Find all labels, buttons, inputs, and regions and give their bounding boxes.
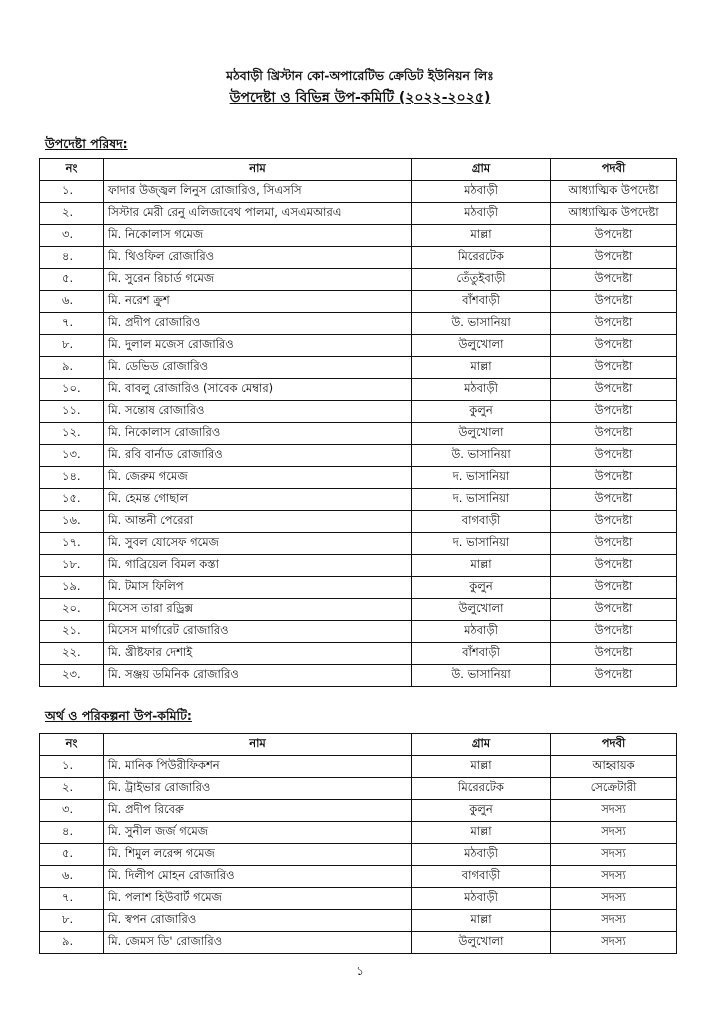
cell-role: উপদেষ্টা <box>551 313 677 335</box>
cell-role: সেক্রেটারী <box>551 778 677 800</box>
cell-name: মি. ট্রাইভার রোজারিও <box>104 778 412 800</box>
cell-number: ৯. <box>40 357 104 379</box>
column-header-no: নং <box>40 159 104 181</box>
cell-name: মি. সন্তোষ রোজারিও <box>104 401 412 423</box>
cell-name: মি. আন্তনী পেরেরা <box>104 511 412 533</box>
cell-village: বাগবাড়ী <box>412 866 551 888</box>
cell-number: ৮. <box>40 910 104 932</box>
cell-village: মাল্লা <box>412 822 551 844</box>
cell-role: আধ্যাত্মিক উপদেষ্টা <box>551 203 677 225</box>
cell-number: ৪. <box>40 822 104 844</box>
cell-village: মাল্লা <box>412 357 551 379</box>
cell-role: উপদেষ্টা <box>551 665 677 687</box>
cell-number: ১১. <box>40 401 104 423</box>
cell-number: ১৪. <box>40 467 104 489</box>
cell-name: সিস্টার মেরী রেনু এলিজাবেথ পালমা, এসএমআরএ <box>104 203 412 225</box>
cell-number: ১৫. <box>40 489 104 511</box>
cell-role: উপদেষ্টা <box>551 401 677 423</box>
table-row <box>40 247 677 269</box>
cell-role: আহ্বায়ক <box>551 756 677 778</box>
cell-village: কুলুন <box>412 800 551 822</box>
table-row <box>40 511 677 533</box>
column-header-no: নং <box>40 734 104 756</box>
cell-number: ৮. <box>40 335 104 357</box>
cell-name: মি. সুরেন রিচার্ড গমেজ <box>104 269 412 291</box>
cell-village: উলুখোলা <box>412 423 551 445</box>
cell-name: মি. শিমুল লরেন্স গমেজ <box>104 844 412 866</box>
cell-number: ৩. <box>40 800 104 822</box>
cell-village: মাল্লা <box>412 555 551 577</box>
cell-role: সদস্য <box>551 888 677 910</box>
cell-role: উপদেষ্টা <box>551 533 677 555</box>
column-header-role: পদবী <box>551 159 677 181</box>
cell-role: উপদেষ্টা <box>551 291 677 313</box>
cell-village: কুলুন <box>412 401 551 423</box>
cell-role: সদস্য <box>551 822 677 844</box>
cell-name: মি. নিকোলাস গমেজ <box>104 225 412 247</box>
cell-name: মি. দুলাল মজেস রোজারিও <box>104 335 412 357</box>
cell-name: ফাদার উজ্জ্বল লিনুস রোজারিও, সিএসসি <box>104 181 412 203</box>
cell-name: মি. পলাশ হিউবার্ট গমেজ <box>104 888 412 910</box>
cell-role: সদস্য <box>551 800 677 822</box>
cell-number: ২০. <box>40 599 104 621</box>
cell-role: উপদেষ্টা <box>551 511 677 533</box>
cell-role: উপদেষ্টা <box>551 577 677 599</box>
cell-number: ২১. <box>40 621 104 643</box>
cell-name: মি. স্বপন রোজারিও <box>104 910 412 932</box>
table-row <box>40 489 677 511</box>
cell-village: বাঁশবাড়ী <box>412 643 551 665</box>
cell-number: ১৩. <box>40 445 104 467</box>
cell-number: ১৯. <box>40 577 104 599</box>
cell-village: উলুখোলা <box>412 599 551 621</box>
table-row <box>40 888 677 910</box>
cell-name: মিসেস তারা রড্রিক্স <box>104 599 412 621</box>
cell-village: মঠবাড়ী <box>412 621 551 643</box>
cell-village: উ. ভাসানিয়া <box>412 313 551 335</box>
cell-name: মি. দিলীপ মোহন রোজারিও <box>104 866 412 888</box>
cell-role: আধ্যাত্মিক উপদেষ্টা <box>551 181 677 203</box>
cell-number: ৬. <box>40 291 104 313</box>
table-row <box>40 181 677 203</box>
cell-name: মি. প্রদীপ রিবেরু <box>104 800 412 822</box>
cell-role: সদস্য <box>551 844 677 866</box>
cell-number: ১৬. <box>40 511 104 533</box>
document-title: উপদেষ্টা ও বিভিন্ন উপ-কমিটি (২০২২-২০২৫) <box>229 90 491 106</box>
cell-role: উপদেষ্টা <box>551 599 677 621</box>
table-row <box>40 225 677 247</box>
cell-number: ২৩. <box>40 665 104 687</box>
cell-name: মি. থিওফিল রোজারিও <box>104 247 412 269</box>
table-row <box>40 778 677 800</box>
table-row <box>40 401 677 423</box>
cell-role: উপদেষ্টা <box>551 247 677 269</box>
table-row <box>40 555 677 577</box>
table-row <box>40 621 677 643</box>
cell-village: মঠবাড়ী <box>412 181 551 203</box>
advisory-heading: উপদেষ্টা পরিষদ: <box>45 136 128 151</box>
cell-number: ১০. <box>40 379 104 401</box>
cell-number: ২. <box>40 203 104 225</box>
table-row <box>40 822 677 844</box>
cell-role: উপদেষ্টা <box>551 225 677 247</box>
cell-role: উপদেষ্টা <box>551 467 677 489</box>
cell-name: মি. হেমন্ত গোছাল <box>104 489 412 511</box>
cell-role: উপদেষ্টা <box>551 335 677 357</box>
cell-role: সদস্য <box>551 932 677 954</box>
cell-village: তেঁতুইবাড়ী <box>412 269 551 291</box>
table-row <box>40 203 677 225</box>
cell-name: মি. সঞ্জয় ডমিনিক রোজারিও <box>104 665 412 687</box>
cell-role: উপদেষ্টা <box>551 643 677 665</box>
cell-village: দ. ভাসানিয়া <box>412 533 551 555</box>
cell-village: উ. ভাসানিয়া <box>412 445 551 467</box>
cell-number: ১. <box>40 756 104 778</box>
cell-village: মঠবাড়ী <box>412 844 551 866</box>
table-row <box>40 844 677 866</box>
cell-role: উপদেষ্টা <box>551 269 677 291</box>
cell-number: ১৭. <box>40 533 104 555</box>
table-header-row <box>40 734 677 756</box>
table-row <box>40 335 677 357</box>
table-row <box>40 467 677 489</box>
column-header-name: নাম <box>104 159 412 181</box>
cell-village: মিরেরটেক <box>412 247 551 269</box>
cell-name: মি. খ্রীষ্টফার দেশাই <box>104 643 412 665</box>
cell-role: উপদেষ্টা <box>551 423 677 445</box>
column-header-village: গ্রাম <box>412 734 551 756</box>
cell-name: মি. গাব্রিয়েল বিমল কস্তা <box>104 555 412 577</box>
cell-number: ৫. <box>40 269 104 291</box>
table-row <box>40 599 677 621</box>
cell-role: উপদেষ্টা <box>551 445 677 467</box>
table-row <box>40 665 677 687</box>
cell-name: মি. টমাস ফিলিপ <box>104 577 412 599</box>
cell-village: বাঁশবাড়ী <box>412 291 551 313</box>
cell-number: ২. <box>40 778 104 800</box>
cell-village: মঠবাড়ী <box>412 379 551 401</box>
table-row <box>40 445 677 467</box>
cell-number: ১. <box>40 181 104 203</box>
table-row <box>40 756 677 778</box>
cell-name: মি. রবি বার্নাড রোজারিও <box>104 445 412 467</box>
cell-village: মাল্লা <box>412 910 551 932</box>
column-header-village: গ্রাম <box>412 159 551 181</box>
cell-village: দ. ভাসানিয়া <box>412 489 551 511</box>
cell-name: মি. জেমস ডি' রোজারিও <box>104 932 412 954</box>
cell-number: ৬. <box>40 866 104 888</box>
table-row <box>40 291 677 313</box>
table-row <box>40 577 677 599</box>
advisory-table <box>39 158 677 687</box>
table-row <box>40 533 677 555</box>
cell-role: সদস্য <box>551 910 677 932</box>
table-row <box>40 357 677 379</box>
cell-village: দ. ভাসানিয়া <box>412 467 551 489</box>
table-row <box>40 269 677 291</box>
cell-name: মি. সুবল যোসেফ গমেজ <box>104 533 412 555</box>
cell-name: মি. জেরুম গমেজ <box>104 467 412 489</box>
column-header-name: নাম <box>104 734 412 756</box>
cell-number: ২২. <box>40 643 104 665</box>
table-row <box>40 379 677 401</box>
cell-role: উপদেষ্টা <box>551 555 677 577</box>
cell-name: মিসেস মার্গারেট রোজারিও <box>104 621 412 643</box>
table-row <box>40 313 677 335</box>
table-row <box>40 800 677 822</box>
cell-village: মঠবাড়ী <box>412 203 551 225</box>
table-row <box>40 910 677 932</box>
cell-village: মিরেরটেক <box>412 778 551 800</box>
table-row <box>40 932 677 954</box>
cell-name: মি. ডেভিড রোজারিও <box>104 357 412 379</box>
finance-heading: অর্থ ও পরিকল্পনা উপ-কমিটি: <box>45 708 192 723</box>
cell-village: কুলুন <box>412 577 551 599</box>
cell-village: উলুখোলা <box>412 932 551 954</box>
table-row <box>40 423 677 445</box>
cell-number: ৫. <box>40 844 104 866</box>
cell-number: ১২. <box>40 423 104 445</box>
cell-village: মাল্লা <box>412 756 551 778</box>
cell-number: ৭. <box>40 313 104 335</box>
cell-name: মি. নিকোলাস রোজারিও <box>104 423 412 445</box>
organization-name: মঠবাড়ী খ্রিস্টান কো-অপারেটিভ ক্রেডিট ইউনিয়ন লিঃ <box>226 68 494 83</box>
cell-number: ১৮. <box>40 555 104 577</box>
cell-village: উ. ভাসানিয়া <box>412 665 551 687</box>
table-row <box>40 866 677 888</box>
cell-role: উপদেষ্টা <box>551 379 677 401</box>
finance-table <box>39 733 677 954</box>
cell-name: মি. সুনীল জর্জ গমেজ <box>104 822 412 844</box>
table-header-row <box>40 159 677 181</box>
cell-number: ৯. <box>40 932 104 954</box>
cell-name: মি. বাবলু রোজারিও (সাবেক মেম্বার) <box>104 379 412 401</box>
cell-role: উপদেষ্টা <box>551 489 677 511</box>
cell-number: ৩. <box>40 225 104 247</box>
cell-name: মি. প্রদীপ রোজারিও <box>104 313 412 335</box>
cell-role: সদস্য <box>551 866 677 888</box>
column-header-role: পদবী <box>551 734 677 756</box>
cell-role: উপদেষ্টা <box>551 357 677 379</box>
cell-number: ৪. <box>40 247 104 269</box>
cell-village: মাল্লা <box>412 225 551 247</box>
table-row <box>40 643 677 665</box>
cell-name: মি. মানিক পিউরীফিকশন <box>104 756 412 778</box>
cell-name: মি. নরেশ ক্রুশ <box>104 291 412 313</box>
cell-village: উলুখোলা <box>412 335 551 357</box>
cell-village: বাগবাড়ী <box>412 511 551 533</box>
cell-number: ৭. <box>40 888 104 910</box>
cell-role: উপদেষ্টা <box>551 621 677 643</box>
page-number: ১ <box>356 964 364 978</box>
cell-village: মঠবাড়ী <box>412 888 551 910</box>
